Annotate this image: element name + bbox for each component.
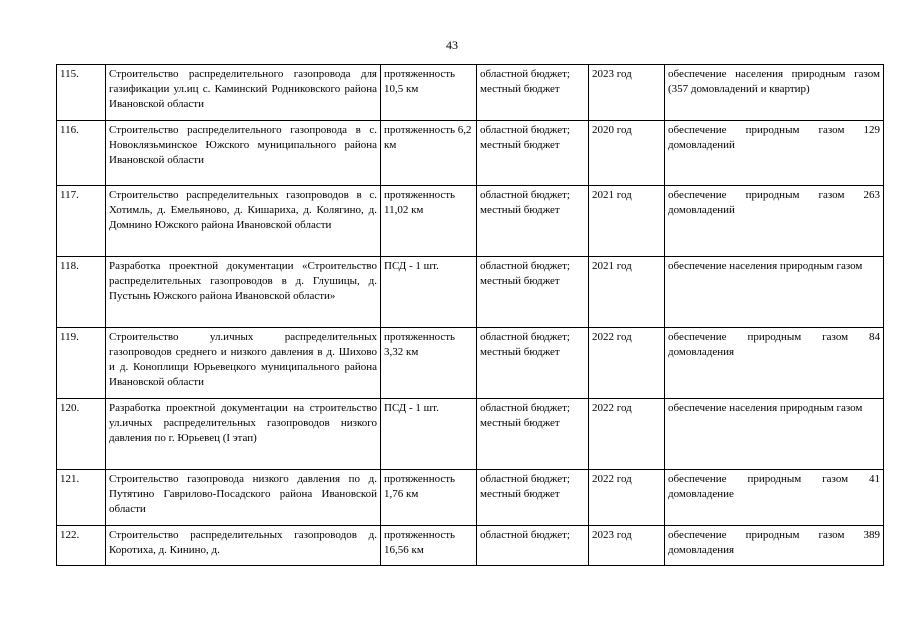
completion-year: 2022 год [589,328,665,399]
table-row [57,526,884,566]
row-number: 119. [57,328,106,399]
project-name: Строительство ул.ичных распределительных газопроводов среднего и низкого давления в д. Шихово и д. Коноплищи Юрьевецкого муниципального района Ивановской области [106,328,381,399]
funding-source: областной бюджет; местный бюджет [477,328,589,399]
completion-year: 2023 год [589,526,665,566]
expected-result: обеспечение природным газом 129 домовладений [665,121,884,186]
row-number: 118. [57,257,106,328]
project-measure: ПСД - 1 шт. [381,257,477,328]
project-measure: протяженность 11,02 км [381,186,477,257]
row-number: 116. [57,121,106,186]
completion-year: 2022 год [589,399,665,470]
completion-year: 2021 год [589,257,665,328]
expected-result: обеспечение населения природным газом [665,399,884,470]
project-measure: протяженность 1,76 км [381,470,477,526]
row-number: 115. [57,65,106,121]
completion-year: 2020 год [589,121,665,186]
row-number: 121. [57,470,106,526]
funding-source: областной бюджет; местный бюджет [477,65,589,121]
table-row [57,121,884,186]
project-name: Строительство распределительного газопровода в с. Новоклязьминское Южского муниципального района Ивановской области [106,121,381,186]
completion-year: 2023 год [589,65,665,121]
expected-result: обеспечение населения природным газом (357 домовладений и квартир) [665,65,884,121]
funding-source: областной бюджет; местный бюджет [477,399,589,470]
completion-year: 2021 год [589,186,665,257]
funding-source: областной бюджет; местный бюджет [477,186,589,257]
completion-year: 2022 год [589,470,665,526]
table-row [57,470,884,526]
table-row [57,257,884,328]
project-name: Строительство газопровода низкого давления по д. Путятино Гаврилово-Посадского района Ивановской области [106,470,381,526]
project-name: Строительство распределительных газопроводов д. Коротиха, д. Кинино, д. [106,526,381,566]
funding-source: областной бюджет; местный бюджет [477,121,589,186]
table-row [57,399,884,470]
row-number: 117. [57,186,106,257]
project-measure: протяженность 3,32 км [381,328,477,399]
expected-result: обеспечение природным газом 41 домовладение [665,470,884,526]
project-name: Строительство распределительного газопровода для газификации ул.иц с. Каминский Родниковского района Ивановской области [106,65,381,121]
project-measure: ПСД - 1 шт. [381,399,477,470]
expected-result: обеспечение природным газом 389 домовладения [665,526,884,566]
row-number: 122. [57,526,106,566]
table-row [57,65,884,121]
funding-source: областной бюджет; [477,526,589,566]
project-measure: протяженность 6,2 км [381,121,477,186]
expected-result: обеспечение природным газом 263 домовладений [665,186,884,257]
funding-source: областной бюджет; местный бюджет [477,257,589,328]
page-number: 43 [446,38,458,52]
row-number: 120. [57,399,106,470]
project-name: Разработка проектной документации «Строительство распределительных газопроводов в д. Глушицы, д. Пустынь Южского района Ивановской области» [106,257,381,328]
gas-projects-table [56,64,884,566]
project-measure: протяженность 10,5 км [381,65,477,121]
expected-result: обеспечение населения природным газом [665,257,884,328]
table-row [57,328,884,399]
table-body [57,65,884,566]
expected-result: обеспечение природным газом 84 домовладения [665,328,884,399]
project-name: Строительство распределительных газопроводов в с. Хотимль, д. Емельяново, д. Кишариха, д. Колягино, д. Домнино Южского района Ивановской области [106,186,381,257]
table-row [57,186,884,257]
funding-source: областной бюджет; местный бюджет [477,470,589,526]
project-measure: протяженность 16,56 км [381,526,477,566]
project-name: Разработка проектной документации на строительство ул.ичных распределительных газопроводов низкого давления по г. Юрьевец (I этап) [106,399,381,470]
